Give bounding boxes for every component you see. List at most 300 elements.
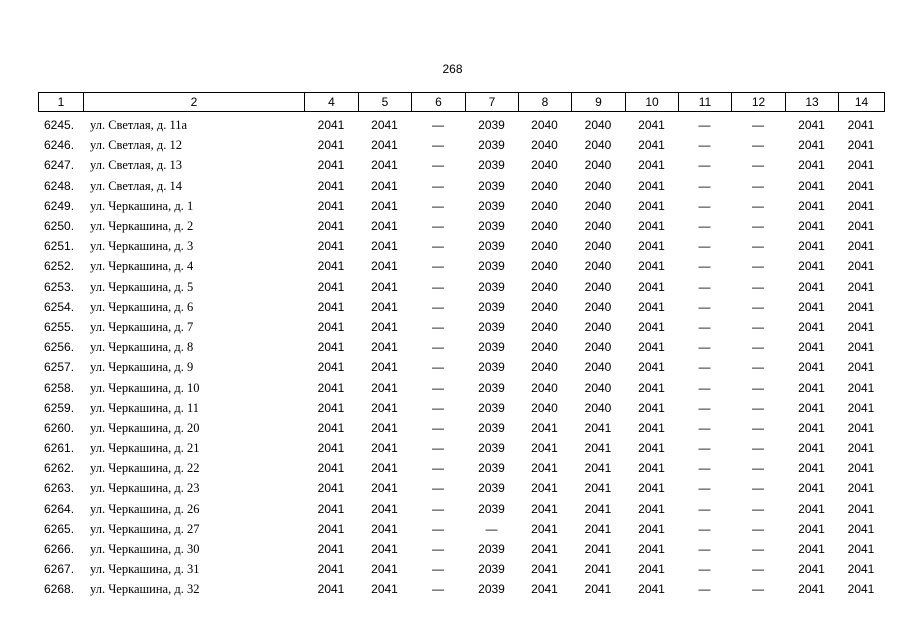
row-value-col-11: — — [698, 319, 711, 334]
row-value-col-8: 2040 — [531, 198, 558, 213]
row-value-col-12: — — [752, 319, 764, 334]
row-value-col-7: 2039 — [478, 340, 505, 355]
row-value-col-13: 2041 — [798, 279, 825, 294]
table-row — [38, 438, 884, 458]
row-value-col-7: 2039 — [478, 178, 505, 193]
row-value-col-5: 2041 — [371, 360, 398, 375]
row-value-col-12: — — [752, 562, 764, 577]
row-value-col-10: 2041 — [638, 461, 665, 476]
row-value-col-11: — — [698, 380, 711, 395]
row-number: 6258. — [44, 380, 75, 395]
row-value-col-8: 2040 — [531, 259, 558, 274]
row-value-col-8: 2040 — [531, 299, 558, 314]
row-value-col-6: — — [432, 259, 444, 274]
row-value-col-14: 2041 — [847, 481, 875, 496]
table-row — [38, 579, 884, 599]
row-value-col-11: — — [698, 219, 711, 234]
row-value-col-14: 2041 — [847, 259, 875, 274]
row-value-col-13: 2041 — [798, 299, 825, 314]
row-value-col-14: 2041 — [847, 239, 875, 254]
row-value-col-10: 2041 — [638, 501, 665, 516]
table-row — [38, 418, 884, 438]
table-row — [38, 135, 884, 155]
row-value-col-5: 2041 — [371, 340, 398, 355]
row-value-col-8: 2041 — [531, 461, 558, 476]
row-value-col-5: 2041 — [371, 138, 398, 153]
row-value-col-4: 2041 — [317, 562, 345, 577]
row-value-col-9: 2041 — [584, 521, 612, 536]
row-value-col-14: 2041 — [847, 400, 875, 415]
row-value-col-4: 2041 — [317, 340, 345, 355]
row-value-col-6: — — [432, 461, 444, 476]
row-number: 6255. — [44, 319, 75, 334]
row-number: 6268. — [44, 582, 75, 597]
row-value-col-11: — — [698, 118, 711, 133]
row-value-col-5: 2041 — [371, 542, 398, 557]
row-value-col-8: 2040 — [531, 319, 558, 334]
row-value-col-13: 2041 — [798, 340, 825, 355]
row-value-col-11: — — [698, 158, 711, 173]
row-value-col-14: 2041 — [847, 360, 875, 375]
row-address: ул. Черкашина, д. 5 — [90, 279, 194, 294]
row-value-col-10: 2041 — [638, 562, 665, 577]
row-value-col-11: — — [698, 340, 711, 355]
row-value-col-9: 2041 — [584, 582, 612, 597]
row-number: 6263. — [44, 481, 75, 496]
row-value-col-13: 2041 — [798, 400, 825, 415]
row-value-col-6: — — [432, 521, 444, 536]
column-header-8: 8 — [519, 93, 572, 112]
row-value-col-6: — — [432, 420, 444, 435]
row-value-col-11: — — [698, 501, 711, 516]
row-value-col-4: 2041 — [317, 118, 345, 133]
row-value-col-13: 2041 — [798, 582, 825, 597]
row-value-col-5: 2041 — [371, 441, 398, 456]
row-value-col-5: 2041 — [371, 481, 398, 496]
row-value-col-10: 2041 — [638, 138, 665, 153]
row-value-col-14: 2041 — [847, 582, 875, 597]
row-value-col-5: 2041 — [371, 198, 398, 213]
row-address: ул. Черкашина, д. 31 — [90, 562, 200, 577]
row-address: ул. Светлая, д. 14 — [90, 178, 182, 193]
row-value-col-11: — — [698, 279, 711, 294]
table-row — [38, 559, 884, 579]
row-value-col-6: — — [432, 340, 444, 355]
row-number: 6251. — [44, 239, 75, 254]
row-value-col-10: 2041 — [638, 441, 665, 456]
row-address: ул. Черкашина, д. 20 — [90, 420, 200, 435]
row-value-col-10: 2041 — [638, 340, 665, 355]
table-row — [38, 499, 884, 519]
row-value-col-13: 2041 — [798, 481, 825, 496]
row-value-col-10: 2041 — [638, 542, 665, 557]
row-number: 6267. — [44, 562, 75, 577]
table-row — [38, 539, 884, 559]
row-value-col-13: 2041 — [798, 420, 825, 435]
row-value-col-12: — — [752, 178, 764, 193]
row-number: 6249. — [44, 198, 75, 213]
row-value-col-4: 2041 — [317, 441, 345, 456]
row-value-col-7: 2039 — [478, 239, 505, 254]
column-header-7: 7 — [466, 93, 519, 112]
row-value-col-4: 2041 — [317, 360, 345, 375]
row-value-col-14: 2041 — [847, 420, 875, 435]
row-value-col-5: 2041 — [371, 562, 398, 577]
row-value-col-7: 2039 — [478, 219, 505, 234]
row-number: 6254. — [44, 299, 75, 314]
row-value-col-5: 2041 — [371, 239, 398, 254]
row-value-col-10: 2041 — [638, 319, 665, 334]
row-value-col-9: 2041 — [584, 420, 612, 435]
row-value-col-9: 2040 — [584, 118, 612, 133]
row-value-col-13: 2041 — [798, 259, 825, 274]
row-value-col-12: — — [752, 219, 764, 234]
row-value-col-6: — — [432, 562, 444, 577]
row-value-col-10: 2041 — [638, 521, 665, 536]
row-value-col-12: — — [752, 259, 764, 274]
row-value-col-6: — — [432, 198, 444, 213]
row-value-col-14: 2041 — [847, 198, 875, 213]
row-value-col-9: 2040 — [584, 138, 612, 153]
row-value-col-13: 2041 — [798, 319, 825, 334]
row-value-col-12: — — [752, 299, 764, 314]
row-value-col-6: — — [432, 481, 444, 496]
row-value-col-6: — — [432, 299, 444, 314]
row-value-col-4: 2041 — [317, 380, 345, 395]
row-value-col-10: 2041 — [638, 178, 665, 193]
row-value-col-14: 2041 — [847, 521, 875, 536]
row-value-col-8: 2041 — [531, 501, 558, 516]
row-value-col-10: 2041 — [638, 360, 665, 375]
table-row — [38, 196, 884, 216]
row-address: ул. Светлая, д. 11а — [90, 118, 188, 133]
row-value-col-9: 2040 — [584, 299, 612, 314]
row-value-col-6: — — [432, 441, 444, 456]
row-value-col-7: 2039 — [478, 279, 505, 294]
row-value-col-7: 2039 — [478, 441, 505, 456]
row-value-col-8: 2040 — [531, 178, 558, 193]
row-address: ул. Черкашина, д. 2 — [90, 219, 194, 234]
row-value-col-9: 2041 — [584, 481, 612, 496]
row-value-col-5: 2041 — [371, 420, 398, 435]
row-value-col-14: 2041 — [847, 340, 875, 355]
column-header-row — [39, 93, 885, 112]
row-value-col-4: 2041 — [317, 138, 345, 153]
row-value-col-8: 2041 — [531, 521, 558, 536]
row-value-col-8: 2041 — [531, 582, 558, 597]
row-value-col-12: — — [752, 441, 764, 456]
column-header-2: 2 — [84, 93, 305, 112]
row-address: ул. Черкашина, д. 4 — [90, 259, 194, 274]
row-value-col-13: 2041 — [798, 118, 825, 133]
row-value-col-4: 2041 — [317, 400, 345, 415]
row-value-col-9: 2040 — [584, 400, 612, 415]
row-address: ул. Черкашина, д. 30 — [90, 542, 200, 557]
row-value-col-13: 2041 — [798, 461, 825, 476]
row-value-col-8: 2041 — [531, 562, 558, 577]
row-value-col-7: 2039 — [478, 360, 505, 375]
row-value-col-5: 2041 — [371, 118, 398, 133]
row-value-col-12: — — [752, 279, 764, 294]
row-value-col-12: — — [752, 340, 764, 355]
row-value-col-10: 2041 — [638, 158, 665, 173]
row-value-col-12: — — [752, 521, 764, 536]
row-value-col-9: 2040 — [584, 380, 612, 395]
row-value-col-8: 2040 — [531, 340, 558, 355]
row-value-col-7: 2039 — [478, 299, 505, 314]
row-address: ул. Черкашина, д. 23 — [90, 481, 200, 496]
row-value-col-6: — — [432, 178, 444, 193]
row-value-col-14: 2041 — [847, 501, 875, 516]
row-number: 6248. — [44, 178, 75, 193]
row-value-col-14: 2041 — [847, 178, 875, 193]
row-value-col-13: 2041 — [798, 521, 825, 536]
row-value-col-13: 2041 — [798, 138, 825, 153]
row-value-col-14: 2041 — [847, 118, 875, 133]
row-value-col-13: 2041 — [798, 501, 825, 516]
row-value-col-12: — — [752, 118, 764, 133]
row-value-col-11: — — [698, 198, 711, 213]
table-row — [38, 216, 884, 236]
row-number: 6261. — [44, 441, 75, 456]
row-value-col-13: 2041 — [798, 178, 825, 193]
row-value-col-4: 2041 — [317, 259, 345, 274]
row-value-col-11: — — [698, 259, 711, 274]
data-table-body — [38, 115, 884, 600]
row-number: 6257. — [44, 360, 75, 375]
row-value-col-6: — — [432, 380, 444, 395]
row-value-col-12: — — [752, 461, 764, 476]
table-row — [38, 337, 884, 357]
row-value-col-7: 2039 — [478, 138, 505, 153]
row-value-col-11: — — [698, 562, 711, 577]
page-number: 268 — [442, 62, 463, 76]
column-header-14: 14 — [839, 93, 885, 112]
column-header-1: 1 — [39, 93, 84, 112]
row-number: 6256. — [44, 340, 75, 355]
row-number: 6252. — [44, 259, 75, 274]
row-value-col-13: 2041 — [798, 380, 825, 395]
row-number: 6259. — [44, 400, 75, 415]
row-value-col-10: 2041 — [638, 481, 665, 496]
row-value-col-11: — — [698, 178, 711, 193]
row-value-col-4: 2041 — [317, 219, 345, 234]
row-value-col-14: 2041 — [847, 158, 875, 173]
row-value-col-8: 2041 — [531, 420, 558, 435]
row-value-col-6: — — [432, 239, 444, 254]
row-value-col-8: 2040 — [531, 118, 558, 133]
row-value-col-14: 2041 — [847, 461, 875, 476]
row-value-col-12: — — [752, 542, 764, 557]
column-header-table — [38, 92, 885, 112]
row-value-col-11: — — [698, 400, 711, 415]
row-address: ул. Черкашина, д. 26 — [90, 501, 200, 516]
row-address: ул. Черкашина, д. 27 — [90, 521, 200, 536]
row-address: ул. Черкашина, д. 21 — [90, 441, 200, 456]
row-value-col-10: 2041 — [638, 259, 665, 274]
row-value-col-7: 2039 — [478, 118, 505, 133]
row-value-col-8: 2040 — [531, 158, 558, 173]
column-header-6: 6 — [412, 93, 466, 112]
table-row — [38, 519, 884, 539]
row-value-col-5: 2041 — [371, 158, 398, 173]
row-address: ул. Черкашина, д. 11 — [90, 400, 199, 415]
row-value-col-9: 2041 — [584, 501, 612, 516]
row-value-col-8: 2040 — [531, 219, 558, 234]
row-value-col-4: 2041 — [317, 481, 345, 496]
row-address: ул. Черкашина, д. 10 — [90, 380, 200, 395]
row-value-col-5: 2041 — [371, 178, 398, 193]
row-value-col-6: — — [432, 542, 444, 557]
row-value-col-4: 2041 — [317, 420, 345, 435]
row-value-col-9: 2040 — [584, 219, 612, 234]
row-address: ул. Черкашина, д. 32 — [90, 582, 200, 597]
row-value-col-6: — — [432, 279, 444, 294]
row-value-col-8: 2040 — [531, 400, 558, 415]
row-value-col-5: 2041 — [371, 380, 398, 395]
row-value-col-13: 2041 — [798, 562, 825, 577]
row-value-col-5: 2041 — [371, 400, 398, 415]
row-value-col-10: 2041 — [638, 582, 665, 597]
table-row — [38, 317, 884, 337]
row-value-col-6: — — [432, 319, 444, 334]
row-value-col-11: — — [698, 441, 711, 456]
row-value-col-4: 2041 — [317, 521, 345, 536]
row-value-col-8: 2040 — [531, 380, 558, 395]
row-value-col-7: 2039 — [478, 380, 505, 395]
row-value-col-9: 2040 — [584, 178, 612, 193]
column-header-11: 11 — [679, 93, 732, 112]
row-number: 6260. — [44, 420, 75, 435]
row-value-col-5: 2041 — [371, 299, 398, 314]
row-value-col-4: 2041 — [317, 299, 345, 314]
row-value-col-8: 2041 — [531, 441, 558, 456]
column-header-4: 4 — [305, 93, 359, 112]
table-row — [38, 155, 884, 175]
column-header-12: 12 — [732, 93, 786, 112]
row-value-col-9: 2040 — [584, 279, 612, 294]
row-value-col-5: 2041 — [371, 219, 398, 234]
row-value-col-11: — — [698, 521, 711, 536]
row-number: 6246. — [44, 138, 75, 153]
row-value-col-11: — — [698, 582, 711, 597]
row-value-col-8: 2040 — [531, 138, 558, 153]
row-value-col-10: 2041 — [638, 239, 665, 254]
row-value-col-13: 2041 — [798, 542, 825, 557]
row-value-col-12: — — [752, 400, 764, 415]
row-value-col-5: 2041 — [371, 501, 398, 516]
row-value-col-7: 2039 — [478, 582, 505, 597]
row-value-col-4: 2041 — [317, 198, 345, 213]
table-row — [38, 377, 884, 397]
row-value-col-13: 2041 — [798, 239, 825, 254]
row-value-col-7: 2039 — [478, 319, 505, 334]
row-value-col-12: — — [752, 501, 764, 516]
row-value-col-12: — — [752, 420, 764, 435]
row-value-col-14: 2041 — [847, 299, 875, 314]
row-value-col-9: 2040 — [584, 340, 612, 355]
row-value-col-5: 2041 — [371, 582, 398, 597]
row-value-col-6: — — [432, 360, 444, 375]
row-value-col-11: — — [698, 420, 711, 435]
data-table — [38, 115, 884, 600]
row-value-col-13: 2041 — [798, 360, 825, 375]
row-value-col-14: 2041 — [847, 562, 875, 577]
row-value-col-13: 2041 — [798, 441, 825, 456]
row-value-col-4: 2041 — [317, 279, 345, 294]
row-value-col-11: — — [698, 360, 711, 375]
row-value-col-7: 2039 — [478, 542, 505, 557]
row-value-col-9: 2041 — [584, 461, 612, 476]
row-number: 6266. — [44, 542, 75, 557]
row-value-col-8: 2040 — [531, 360, 558, 375]
row-value-col-6: — — [432, 138, 444, 153]
row-value-col-8: 2040 — [531, 239, 558, 254]
row-value-col-12: — — [752, 481, 764, 496]
row-value-col-11: — — [698, 542, 711, 557]
row-address: ул. Светлая, д. 13 — [90, 158, 182, 173]
column-header-13: 13 — [786, 93, 839, 112]
row-value-col-9: 2040 — [584, 259, 612, 274]
row-value-col-4: 2041 — [317, 178, 345, 193]
table-row — [38, 297, 884, 317]
table-row — [38, 176, 884, 196]
table-row — [38, 398, 884, 418]
row-value-col-10: 2041 — [638, 400, 665, 415]
row-address: ул. Черкашина, д. 9 — [90, 360, 194, 375]
row-value-col-5: 2041 — [371, 461, 398, 476]
column-header-10: 10 — [626, 93, 679, 112]
table-row — [38, 256, 884, 276]
row-value-col-6: — — [432, 118, 444, 133]
table-row — [38, 357, 884, 377]
row-value-col-8: 2040 — [531, 279, 558, 294]
row-value-col-9: 2040 — [584, 198, 612, 213]
row-value-col-5: 2041 — [371, 521, 398, 536]
row-value-col-4: 2041 — [317, 582, 345, 597]
row-value-col-5: 2041 — [371, 319, 398, 334]
row-value-col-9: 2040 — [584, 319, 612, 334]
row-value-col-14: 2041 — [847, 319, 875, 334]
row-value-col-7: 2039 — [478, 259, 505, 274]
row-value-col-11: — — [698, 299, 711, 314]
row-value-col-7: 2039 — [478, 562, 505, 577]
row-number: 6264. — [44, 501, 75, 516]
row-value-col-9: 2040 — [584, 360, 612, 375]
row-value-col-9: 2041 — [584, 562, 612, 577]
table-row — [38, 277, 884, 297]
row-value-col-14: 2041 — [847, 542, 875, 557]
row-value-col-14: 2041 — [847, 219, 875, 234]
row-value-col-14: 2041 — [847, 441, 875, 456]
row-value-col-10: 2041 — [638, 219, 665, 234]
row-value-col-12: — — [752, 380, 764, 395]
row-address: ул. Черкашина, д. 8 — [90, 340, 194, 355]
row-value-col-4: 2041 — [317, 319, 345, 334]
row-value-col-12: — — [752, 582, 764, 597]
row-value-col-7: 2039 — [478, 198, 505, 213]
row-address: ул. Черкашина, д. 3 — [90, 239, 194, 254]
row-value-col-12: — — [752, 360, 764, 375]
row-value-col-7: 2039 — [478, 158, 505, 173]
row-value-col-11: — — [698, 239, 711, 254]
row-value-col-7: 2039 — [478, 420, 505, 435]
row-address: ул. Черкашина, д. 7 — [90, 319, 194, 334]
row-value-col-6: — — [432, 400, 444, 415]
row-value-col-6: — — [432, 501, 444, 516]
row-value-col-12: — — [752, 239, 764, 254]
row-value-col-7: 2039 — [478, 501, 505, 516]
